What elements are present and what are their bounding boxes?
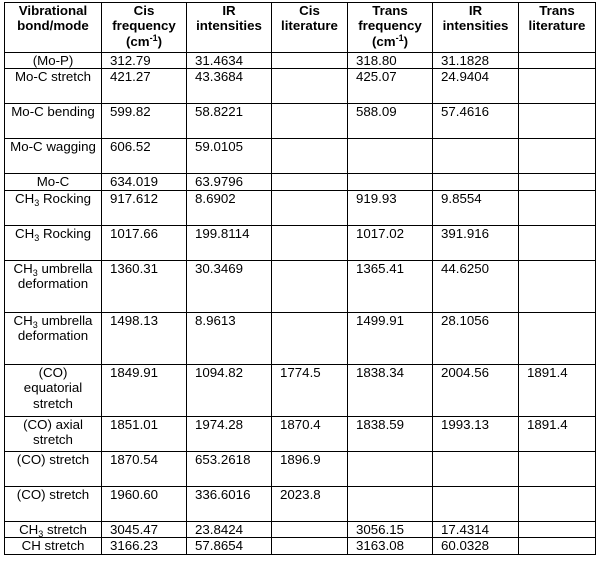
cis-ir-cell: 653.2618	[187, 451, 272, 486]
trans-ir-cell: 17.4314	[433, 521, 519, 537]
cis-ir-cell: 58.8221	[187, 104, 272, 139]
trans-lit-cell	[519, 260, 596, 312]
cis-lit-cell: 1774.5	[272, 364, 348, 416]
cis-ir-cell: 199.8114	[187, 225, 272, 260]
cis-ir-cell: 23.8424	[187, 521, 272, 537]
trans-ir-cell: 31.1828	[433, 53, 519, 69]
trans-lit-cell	[519, 53, 596, 69]
table-row	[5, 521, 596, 537]
mode-cell: (CO) stretch	[5, 451, 102, 486]
trans-freq-cell: 919.93	[348, 190, 433, 225]
trans-lit-cell	[519, 225, 596, 260]
trans-freq-cell: 318.80	[348, 53, 433, 69]
trans-freq-cell: 1365.41	[348, 260, 433, 312]
trans-lit-cell	[519, 174, 596, 190]
mode-cell: (CO) stretch	[5, 486, 102, 521]
cis-freq-cell: 1360.31	[102, 260, 187, 312]
trans-freq-cell: 1838.34	[348, 364, 433, 416]
table-row	[5, 364, 596, 416]
table-row	[5, 312, 596, 364]
table-row	[5, 53, 596, 69]
mode-cell: (CO) axial stretch	[5, 416, 102, 451]
cis-freq-cell: 606.52	[102, 139, 187, 174]
trans-lit-cell: 1891.4	[519, 416, 596, 451]
trans-lit-cell	[519, 451, 596, 486]
trans-lit-cell	[519, 486, 596, 521]
cis-ir-cell: 1094.82	[187, 364, 272, 416]
trans-freq-cell: 1838.59	[348, 416, 433, 451]
table-row	[5, 260, 596, 312]
cis-lit-cell	[272, 190, 348, 225]
header-row	[5, 3, 596, 53]
cis-ir-cell: 1974.28	[187, 416, 272, 451]
cis-ir-cell: 63.9796	[187, 174, 272, 190]
trans-lit-cell	[519, 312, 596, 364]
trans-lit-cell: 1891.4	[519, 364, 596, 416]
header-cell: IR intensities	[433, 3, 519, 53]
header-cell: Trans frequency $(cm^{-1})$	[348, 3, 433, 53]
cis-ir-cell: 336.6016	[187, 486, 272, 521]
table-body	[5, 53, 596, 555]
cis-lit-cell: 2023.8	[272, 486, 348, 521]
cis-freq-cell: 3166.23	[102, 538, 187, 554]
table-row	[5, 174, 596, 190]
cis-freq-cell: 1851.01	[102, 416, 187, 451]
trans-freq-cell: 425.07	[348, 69, 433, 104]
table-row	[5, 69, 596, 104]
trans-lit-cell	[519, 521, 596, 537]
trans-ir-cell	[433, 486, 519, 521]
mode-cell: CH stretch	[5, 538, 102, 554]
header-cell: Trans literature	[519, 3, 596, 53]
cis-freq-cell: 3045.47	[102, 521, 187, 537]
trans-ir-cell: 9.8554	[433, 190, 519, 225]
header-cell: Cis frequency $(cm^{-1})$	[102, 3, 187, 53]
trans-freq-cell: 3163.08	[348, 538, 433, 554]
cis-lit-cell	[272, 69, 348, 104]
cis-freq-cell: 1017.66	[102, 225, 187, 260]
mode-cell: Mo-C	[5, 174, 102, 190]
cis-freq-cell: 917.612	[102, 190, 187, 225]
cis-lit-cell	[272, 260, 348, 312]
mode-cell: $CH_3$ Rocking	[5, 225, 102, 260]
trans-freq-cell: 3056.15	[348, 521, 433, 537]
trans-freq-cell	[348, 486, 433, 521]
table-row	[5, 538, 596, 554]
cis-ir-cell: 30.3469	[187, 260, 272, 312]
cis-lit-cell: 1896.9	[272, 451, 348, 486]
mode-cell: Mo-C bending	[5, 104, 102, 139]
mode-cell: $CH_3$ umbrella deformation	[5, 312, 102, 364]
mode-cell: $CH_3$ Rocking	[5, 190, 102, 225]
cis-lit-cell	[272, 521, 348, 537]
trans-freq-cell: 588.09	[348, 104, 433, 139]
trans-freq-cell: 1017.02	[348, 225, 433, 260]
cis-lit-cell	[272, 174, 348, 190]
cis-lit-cell	[272, 225, 348, 260]
cis-freq-cell: 1960.60	[102, 486, 187, 521]
vibrational-modes-table	[4, 2, 596, 555]
trans-ir-cell	[433, 174, 519, 190]
table-row	[5, 451, 596, 486]
trans-ir-cell	[433, 451, 519, 486]
table-row	[5, 190, 596, 225]
trans-lit-cell	[519, 104, 596, 139]
cis-lit-cell	[272, 538, 348, 554]
trans-ir-cell: 60.0328	[433, 538, 519, 554]
mode-cell: $CH_3$ umbrella deformation	[5, 260, 102, 312]
cis-ir-cell: 59.0105	[187, 139, 272, 174]
trans-ir-cell: 44.6250	[433, 260, 519, 312]
table-row	[5, 139, 596, 174]
cis-ir-cell: 8.6902	[187, 190, 272, 225]
trans-lit-cell	[519, 538, 596, 554]
cis-lit-cell: 1870.4	[272, 416, 348, 451]
table-row	[5, 416, 596, 451]
cis-lit-cell	[272, 104, 348, 139]
header-cell: Cis literature	[272, 3, 348, 53]
cis-ir-cell: 31.4634	[187, 53, 272, 69]
cis-freq-cell: 1870.54	[102, 451, 187, 486]
mode-cell: (CO) equatorial stretch	[5, 364, 102, 416]
header-cell: Vibrational bond/mode	[5, 3, 102, 53]
cis-freq-cell: 599.82	[102, 104, 187, 139]
cis-freq-cell: 1849.91	[102, 364, 187, 416]
trans-ir-cell: 391.916	[433, 225, 519, 260]
trans-ir-cell: 57.4616	[433, 104, 519, 139]
cis-lit-cell	[272, 53, 348, 69]
table-row	[5, 225, 596, 260]
mode-cell: $CH_3$ stretch	[5, 521, 102, 537]
cis-ir-cell: 43.3684	[187, 69, 272, 104]
trans-ir-cell: 2004.56	[433, 364, 519, 416]
trans-lit-cell	[519, 190, 596, 225]
trans-lit-cell	[519, 69, 596, 104]
trans-ir-cell: 28.1056	[433, 312, 519, 364]
trans-freq-cell	[348, 139, 433, 174]
cis-lit-cell	[272, 139, 348, 174]
trans-lit-cell	[519, 139, 596, 174]
table-row	[5, 486, 596, 521]
trans-ir-cell: 1993.13	[433, 416, 519, 451]
cis-lit-cell	[272, 312, 348, 364]
cis-freq-cell: 634.019	[102, 174, 187, 190]
table-row	[5, 104, 596, 139]
cis-ir-cell: 57.8654	[187, 538, 272, 554]
header-cell: IR intensities	[187, 3, 272, 53]
mode-cell: Mo-C stretch	[5, 69, 102, 104]
cis-freq-cell: 421.27	[102, 69, 187, 104]
cis-freq-cell: 312.79	[102, 53, 187, 69]
trans-freq-cell	[348, 174, 433, 190]
cis-ir-cell: 8.9613	[187, 312, 272, 364]
mode-cell: Mo-C wagging	[5, 139, 102, 174]
trans-freq-cell	[348, 451, 433, 486]
trans-ir-cell: 24.9404	[433, 69, 519, 104]
trans-ir-cell	[433, 139, 519, 174]
mode-cell: (Mo-P)	[5, 53, 102, 69]
cis-freq-cell: 1498.13	[102, 312, 187, 364]
trans-freq-cell: 1499.91	[348, 312, 433, 364]
